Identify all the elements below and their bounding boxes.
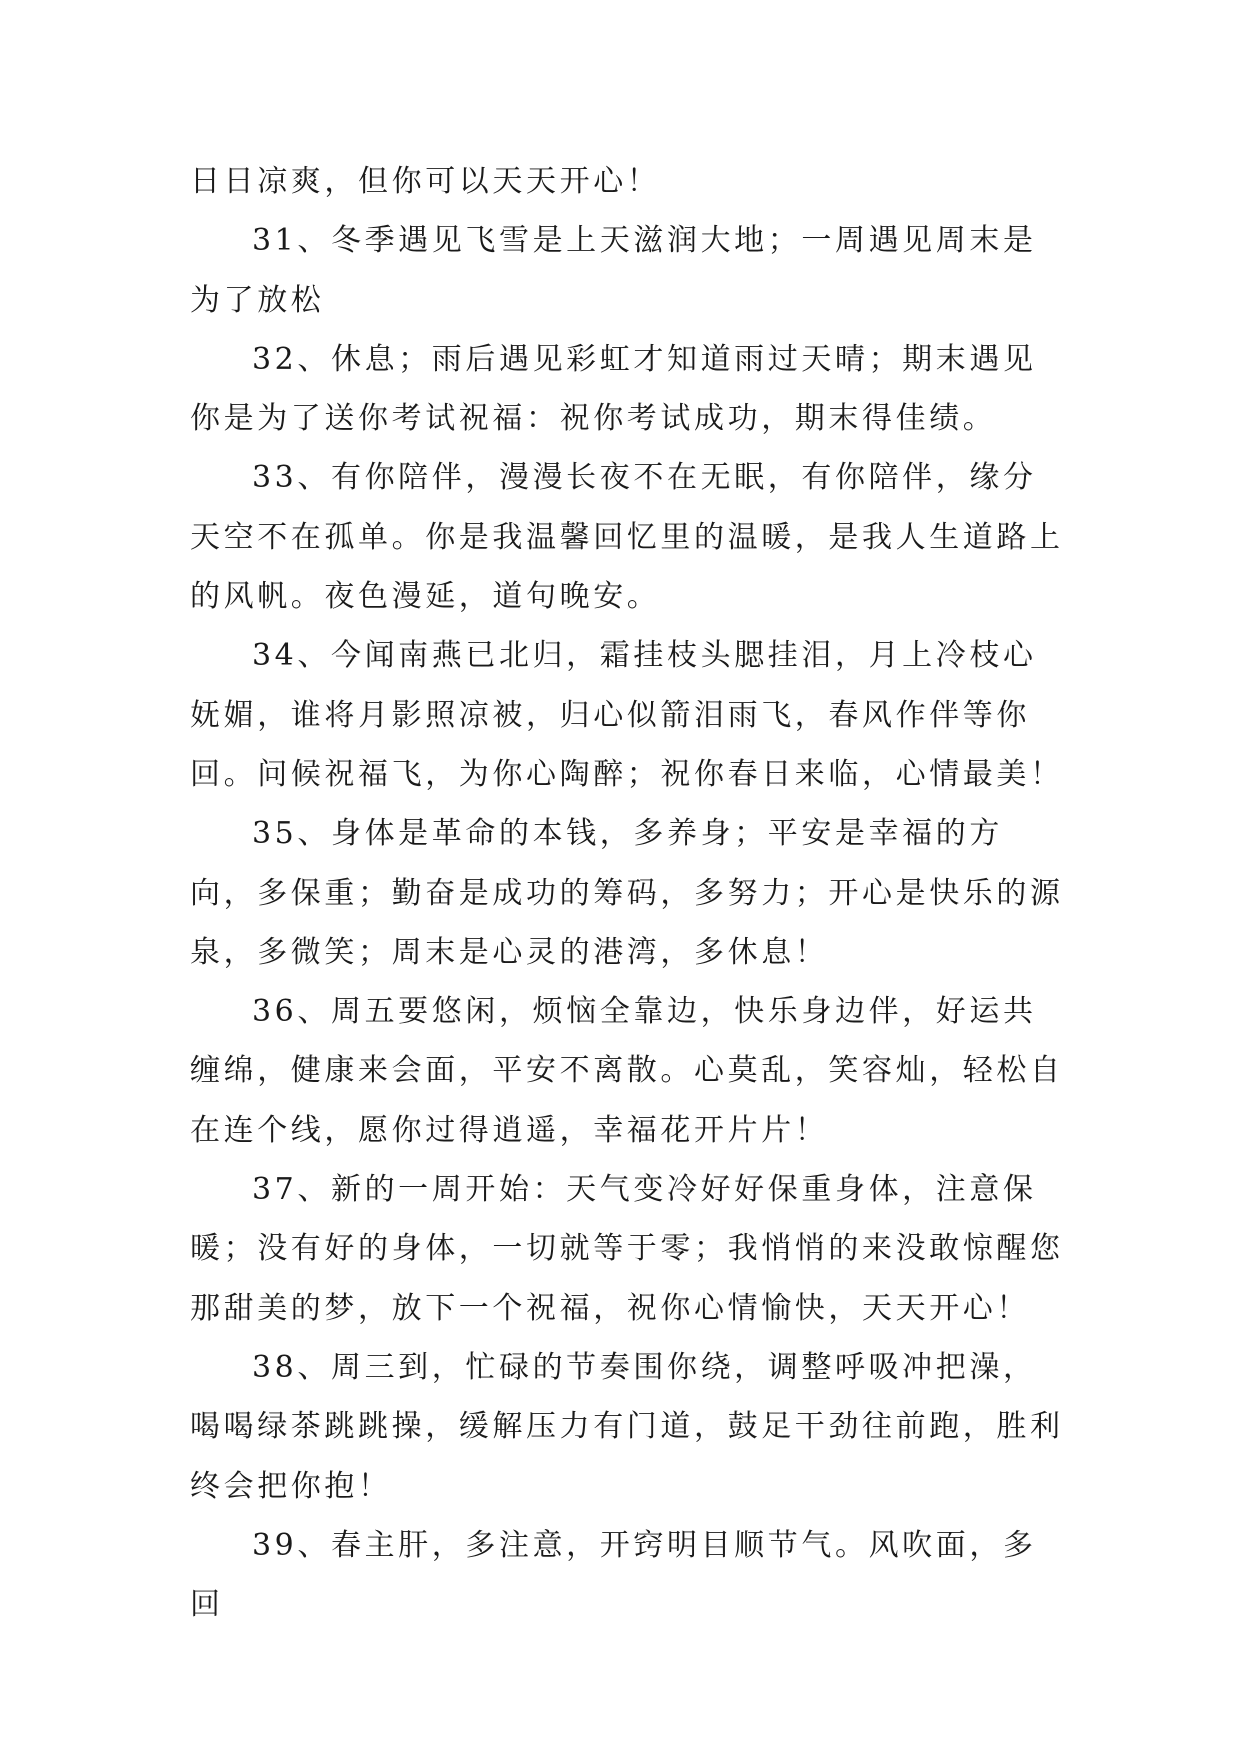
- paragraph-32: 32、休息；雨后遇见彩虹才知道雨过天晴；期末遇见你是为了送你考试祝福：祝你考试成功，期末得佳绩。: [190, 341, 1037, 437]
- document-body: [190, 152, 1070, 1634]
- paragraph-33: 33、有你陪伴，漫漫长夜不在无眠，有你陪伴，缘分天空不在孤单。你是我温馨回忆里的温暖，是我人生道路上的风帆。夜色漫延，道句晚安。: [190, 460, 1064, 615]
- paragraph-36: 36、周五要悠闲，烦恼全靠边，快乐身边伴，好运共缠绵，健康来会面，平安不离散。心莫乱，笑容灿，轻松自在连个线，愿你过得逍遥，幸福花开片片！: [190, 994, 1064, 1148]
- paragraph-37: 37、新的一周开始：天气变冷好好保重身体，注意保暖；没有好的身体，一切就等于零；我悄悄的来没敢惊醒您那甜美的梦，放下一个祝福，祝你心情愉快，天天开心！: [190, 1172, 1064, 1326]
- paragraph-34: 34、今闻南燕已北归，霜挂枝头腮挂泪，月上冷枝心妩媚，谁将月影照凉被，归心似箭泪雨飞，春风作伴等你回。问候祝福飞，为你心陶醉；祝你春日来临，心情最美！: [190, 638, 1064, 792]
- paragraph-35: 35、身体是革命的本钱，多养身；平安是幸福的方向，多保重；勤奋是成功的筹码，多努力；开心是快乐的源泉，多微笑；周末是心灵的港湾，多休息！: [190, 816, 1064, 970]
- paragraph-continuation: 日日凉爽，但你可以天天开心！: [190, 164, 661, 199]
- paragraph-39: 39、春主肝，多注意，开窍明目顺节气。风吹面，多回: [190, 1527, 1037, 1623]
- paragraph-38: 38、周三到，忙碌的节奏围你绕，调整呼吸冲把澡，喝喝绿茶跳跳操，缓解压力有门道，鼓足干劲往前跑，胜利终会把你抱！: [190, 1349, 1064, 1504]
- paragraph-31: 31、冬季遇见飞雪是上天滋润大地；一周遇见周末是为了放松: [190, 223, 1037, 318]
